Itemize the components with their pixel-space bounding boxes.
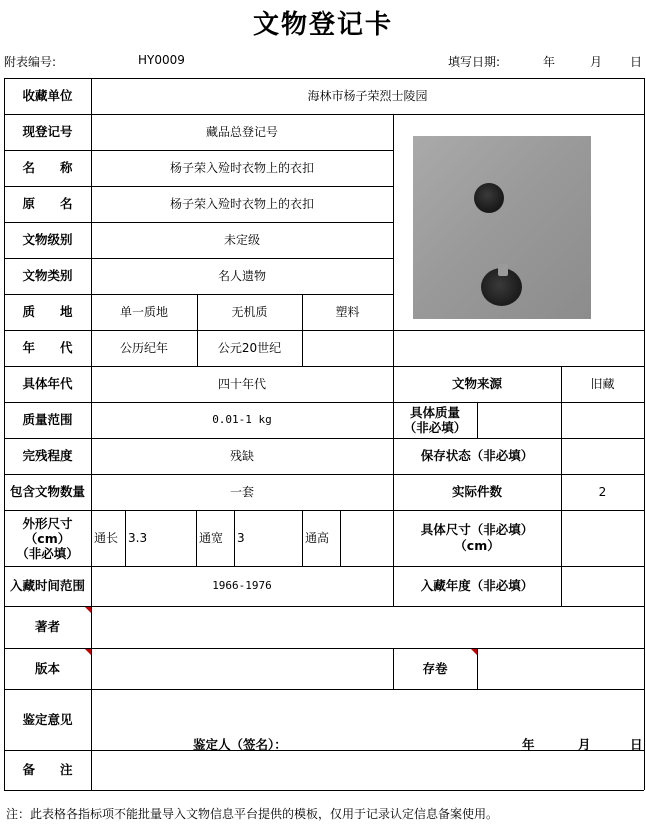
archive-label: 存卷 (422, 660, 448, 676)
edition-comment-marker-icon (85, 649, 91, 655)
appraisal-day: 日 (630, 737, 643, 752)
fill-date-year: 年 (543, 55, 556, 69)
author-comment-marker-icon (85, 607, 91, 613)
attach-no-value: HY0009 (138, 53, 185, 67)
texture-label: 质 地 (22, 304, 73, 319)
appraisal-label: 鉴定意见 (22, 711, 73, 727)
remark-label: 备 注 (22, 762, 73, 777)
size-label (4, 510, 91, 566)
category-label: 文物类别 (22, 268, 73, 283)
era-label: 年 代 (22, 340, 73, 355)
archive-comment-marker-icon (471, 649, 477, 655)
page-title: 文物登记卡 (252, 10, 393, 40)
attach-no-label: 附表编号: (4, 55, 57, 69)
specific-size-label-line1: 具体尺寸（非必填） (420, 522, 534, 537)
count-label: 包含文物数量 (9, 484, 85, 499)
category-value: 名人遗物 (217, 269, 266, 283)
reg-no-value: 藏品总登记号 (205, 125, 278, 139)
length-value: 3.3 (128, 531, 148, 545)
button-notch (498, 264, 508, 276)
preserve-state-label: 保存状态（非必填） (420, 448, 534, 463)
collector-value: 海林市杨子荣烈士陵园 (307, 89, 428, 103)
specific-size-label (393, 510, 561, 566)
entry-label: 入藏时间范围 (9, 578, 85, 593)
specific-era-value: 四十年代 (217, 377, 266, 391)
specific-mass-label-line1: 具体质量 (409, 405, 460, 420)
mass-label: 质量范围 (22, 412, 73, 427)
orig-name-value: 杨子荣入殓时衣物上的衣扣 (169, 197, 314, 211)
specific-mass-label-line2: （非必填） (403, 420, 467, 435)
collector-label: 收藏单位 (22, 88, 73, 103)
fill-date-day: 日 (630, 55, 643, 69)
count-value: 一套 (229, 485, 254, 499)
size-label-line3: （非必填） (16, 545, 79, 561)
era-calendar: 公历纪年 (119, 341, 168, 355)
mass-value: 0.01-1 kg (212, 413, 272, 426)
appraisal-month: 月 (578, 737, 591, 752)
reg-no-label: 现登记号 (22, 124, 73, 139)
fill-date-month: 月 (590, 55, 603, 69)
name-label: 名 称 (22, 160, 73, 175)
texture-single: 单一质地 (119, 305, 168, 319)
length-label: 通长 (94, 531, 119, 545)
specific-era-label: 具体年代 (22, 376, 73, 391)
era-century: 公元20世纪 (217, 341, 282, 355)
level-value: 未定级 (223, 233, 260, 247)
size-label-line1: 外形尺寸 (22, 515, 73, 531)
edition-label: 版本 (34, 660, 60, 676)
source-value: 旧藏 (590, 377, 615, 391)
texture-plastic: 塑料 (335, 305, 360, 319)
height-label: 通高 (305, 531, 330, 545)
entry-value: 1966-1976 (212, 579, 272, 592)
actual-count-label: 实际件数 (451, 484, 502, 499)
level-label: 文物级别 (22, 232, 73, 247)
orig-name-label: 原 名 (22, 196, 73, 211)
actual-count-value: 2 (598, 485, 607, 499)
source-label: 文物来源 (451, 376, 502, 391)
complete-label: 完残程度 (22, 448, 73, 463)
appraisal-year: 年 (522, 737, 535, 752)
name-value: 杨子荣入殓时衣物上的衣扣 (169, 161, 314, 175)
complete-value: 残缺 (229, 449, 254, 463)
coat-button-icon (474, 183, 504, 213)
specific-mass-label (393, 402, 477, 438)
width-label: 通宽 (199, 531, 224, 545)
footnote: 注：此表格各指标项不能批量导入文物信息平台提供的模板，仅用于记录认定信息备案使用。 (6, 807, 499, 821)
specific-size-label-line2: （cm） (454, 538, 500, 553)
fill-date-label: 填写日期: (448, 55, 501, 69)
texture-inorganic: 无机质 (231, 305, 268, 319)
size-label-line2: （cm） (24, 530, 71, 546)
author-label: 著者 (34, 619, 60, 634)
entry-year-label: 入藏年度（非必填） (420, 578, 534, 593)
appraiser-signature-label: 鉴定人（签名）： (193, 737, 287, 752)
width-value: 3 (237, 531, 245, 545)
